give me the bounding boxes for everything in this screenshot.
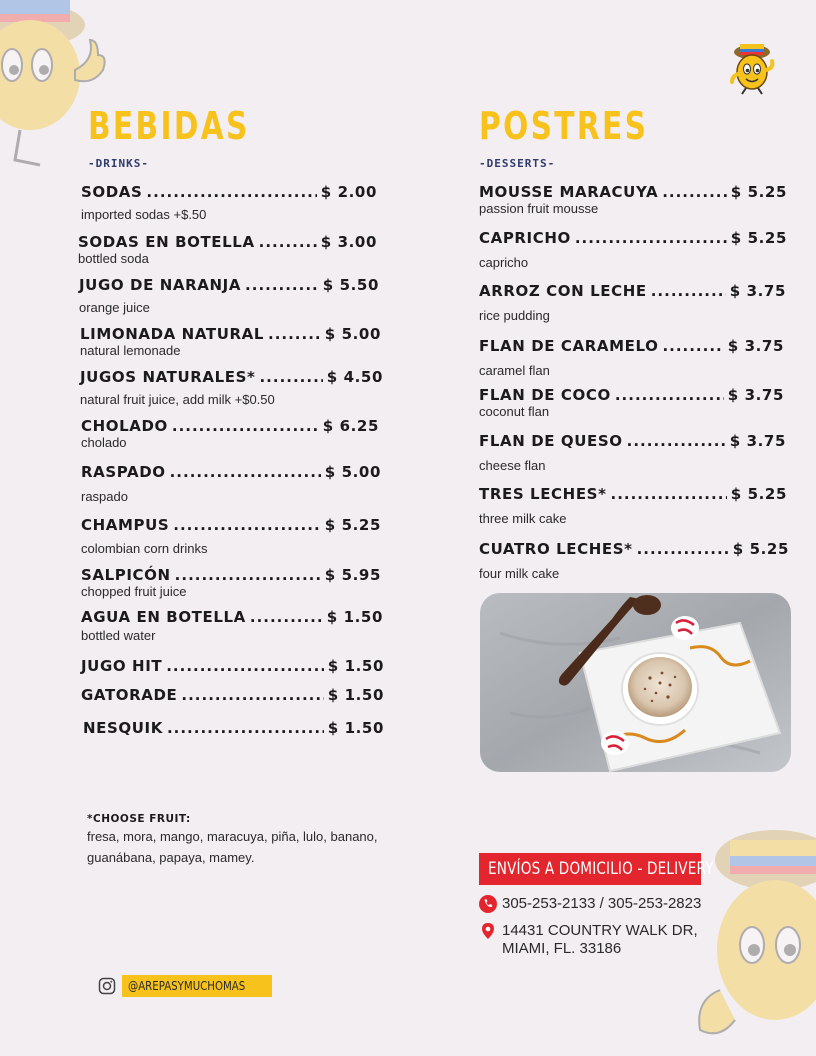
menu-item (81, 608, 383, 643)
item-price: $ 1.50 (327, 719, 384, 737)
item-name: JUGO DE NARANJA (79, 276, 242, 294)
item-price: $ 4.50 (326, 368, 383, 386)
item-price: $ 5.00 (324, 463, 381, 481)
menu-item (479, 386, 784, 419)
item-name: FLAN DE QUESO (479, 432, 623, 450)
item-price: $ 1.50 (327, 657, 384, 675)
item-name: GATORADE (81, 686, 178, 704)
item-price: $ 3.00 (320, 233, 377, 251)
menu-item (81, 657, 384, 675)
location-pin-icon (479, 922, 497, 940)
item-price: $ 5.00 (324, 325, 381, 343)
item-name: JUGOS NATURALES* (80, 368, 256, 386)
item-description: caramel flan (479, 363, 550, 378)
item-description: raspado (81, 489, 128, 504)
item-name: LIMONADA NATURAL (80, 325, 264, 343)
dessert-photo (480, 593, 791, 772)
instagram-icon (98, 977, 116, 995)
item-name: SODAS (81, 183, 143, 201)
item-description: natural lemonade (80, 343, 181, 358)
menu-item (81, 463, 381, 504)
item-description: bottled water (81, 628, 156, 643)
item-name: JUGO HIT (81, 657, 163, 675)
item-description: coconut flan (479, 404, 550, 419)
item-description: passion fruit mousse (479, 201, 599, 216)
menu-item (479, 432, 786, 473)
item-name: RASPADO (81, 463, 166, 481)
item-name: MOUSSE MARACUYA (479, 183, 659, 201)
item-price: $ 5.95 (324, 566, 381, 584)
item-price: $ 3.75 (729, 432, 786, 450)
item-description: cholado (81, 435, 127, 450)
postres-subtitle: -DESSERTS- (479, 157, 556, 170)
postres-title: POSTRES (479, 104, 649, 148)
item-description: three milk cake (479, 511, 567, 526)
menu-item (479, 337, 784, 378)
menu-item (81, 417, 379, 450)
arepa-mascot-icon (728, 40, 776, 96)
menu-item (79, 276, 379, 315)
item-price: $ 5.25 (730, 229, 787, 247)
item-price: $ 3.75 (729, 282, 786, 300)
fruit-note-text: fresa, mora, mango, maracuya, piña, lulo, banano, guanábana, papaya, mamey. (87, 829, 378, 865)
item-price: $ 1.50 (327, 686, 384, 704)
delivery-banner-text: ENVÍOS A DOMICILIO - DELIVERY (488, 859, 714, 879)
item-name: AGUA EN BOTELLA (81, 608, 246, 626)
instagram-handle-tag (122, 975, 272, 997)
item-description: chopped fruit juice (81, 584, 187, 599)
instagram-handle-block[interactable] (98, 975, 272, 997)
mascot-bottom-right-icon (690, 820, 816, 1056)
phone-row (479, 895, 701, 913)
item-description: imported sodas +$.50 (81, 207, 207, 222)
item-price: $ 6.25 (322, 417, 379, 435)
menu-item (81, 566, 381, 599)
item-description: rice pudding (479, 308, 550, 323)
item-name: SODAS EN BOTELLA (78, 233, 255, 251)
item-name: TRES LECHES* (479, 485, 607, 503)
item-price: $ 5.25 (730, 183, 787, 201)
item-price: $ 5.50 (322, 276, 379, 294)
bebidas-subtitle: -DRINKS- (88, 157, 149, 170)
menu-item (83, 719, 384, 737)
menu-item (80, 368, 383, 407)
item-name: ARROZ CON LECHE (479, 282, 647, 300)
item-price: $ 2.00 (320, 183, 377, 201)
item-price: $ 1.50 (326, 608, 383, 626)
item-description: cheese flan (479, 458, 546, 473)
instagram-handle-text[interactable]: @AREPASYMUCHOMAS (128, 979, 246, 993)
item-name: CUATRO LECHES* (479, 540, 633, 558)
item-price: $ 5.25 (730, 485, 787, 503)
item-description: four milk cake (479, 566, 560, 581)
item-description: natural fruit juice, add milk +$0.50 (80, 392, 275, 407)
menu-item (479, 540, 789, 581)
bebidas-title: BEBIDAS (88, 104, 250, 148)
menu-item (479, 183, 787, 216)
dessert-plate-illustration (480, 593, 791, 772)
menu-item (81, 686, 384, 704)
item-name: CHAMPUS (81, 516, 170, 534)
menu-item (479, 485, 787, 526)
item-name: CAPRICHO (479, 229, 571, 247)
menu-item (81, 183, 377, 222)
item-description: colombian corn drinks (81, 541, 208, 556)
menu-item (80, 325, 381, 358)
address-text: 14431 COUNTRY WALK DR, MIAMI, FL. 33186 (502, 922, 698, 957)
phone-numbers[interactable]: 305-253-2133 / 305-253-2823 (502, 895, 702, 912)
item-description: bottled soda (78, 251, 149, 266)
item-price: $ 3.75 (727, 386, 784, 404)
item-price: $ 5.25 (324, 516, 381, 534)
address-row (479, 922, 702, 958)
item-name: NESQUIK (83, 719, 163, 737)
menu-item (81, 516, 381, 556)
menu-item (78, 233, 377, 266)
item-name: CHOLADO (81, 417, 168, 435)
item-name: FLAN DE CARAMELO (479, 337, 659, 355)
item-name: FLAN DE COCO (479, 386, 611, 404)
menu-item (479, 282, 786, 323)
menu-item (479, 229, 787, 270)
item-price: $ 3.75 (727, 337, 784, 355)
phone-icon (479, 895, 497, 913)
item-name: SALPICÓN (81, 566, 171, 584)
item-description: capricho (479, 255, 529, 270)
fruit-note-title: *CHOOSE FRUIT: (87, 813, 191, 825)
item-price: $ 5.25 (732, 540, 789, 558)
delivery-banner (479, 853, 714, 885)
item-description: orange juice (79, 300, 150, 315)
